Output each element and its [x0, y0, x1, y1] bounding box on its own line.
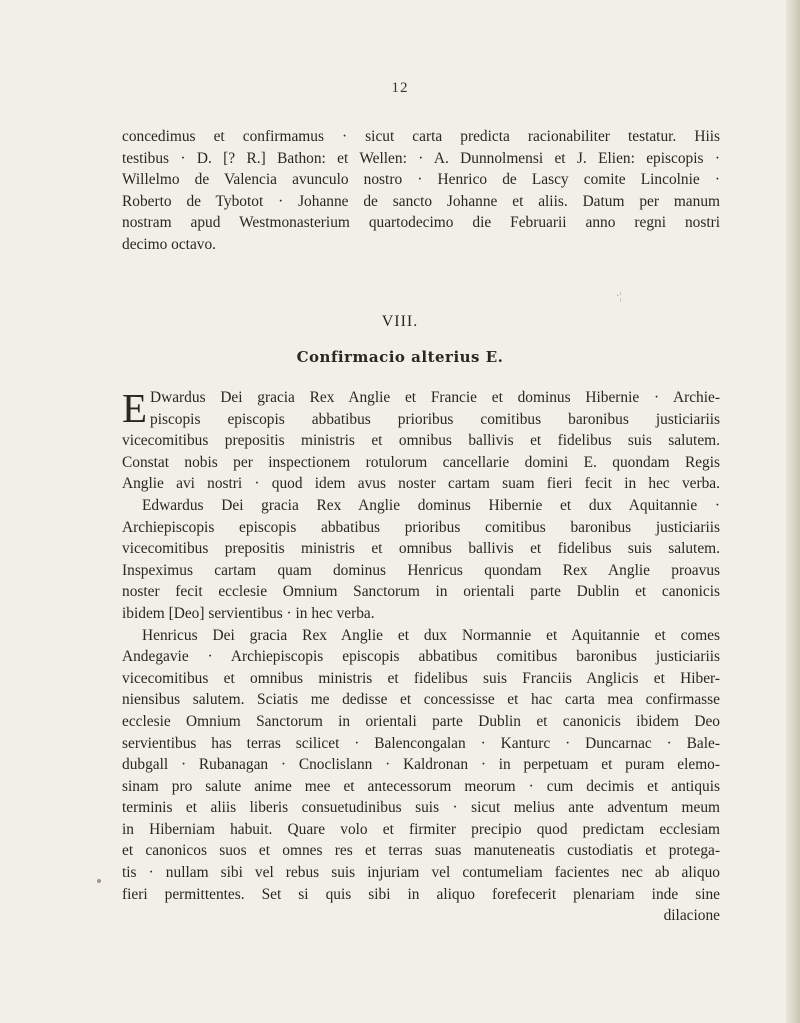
text-line: Roberto de Tybotot · Johanne de sancto Johanne et aliis. Datum per manum — [122, 192, 720, 210]
text-line: Archiepiscopis episcopis abbatibus prioribus comitibus baronibus justiciariis — [122, 518, 720, 536]
text-line: Henricus Dei gracia Rex Anglie et dux Normannie et Aquitannie et comes — [142, 626, 720, 644]
faint-mark: ·¦ — [616, 291, 622, 302]
margin-mark — [97, 879, 101, 883]
text-line: vicecomitibus prepositis ministris et omnibus ballivis et fidelibus suis salutem. — [122, 540, 720, 558]
text-line: in Hiberniam habuit. Quare volo et firmiter precipio quod predictam ecclesiam — [122, 820, 720, 838]
section-number: VIII. — [381, 313, 419, 330]
text-line: decimo octavo. — [122, 235, 217, 253]
text-line: piscopis episcopis abbatibus prioribus comitibus baronibus justiciariis — [150, 410, 720, 428]
text-line: dubgall · Rubanagan · Cnoclislann · Kaldronan · in perpetuam et puram elemo- — [122, 756, 720, 774]
drop-cap: E — [122, 385, 148, 431]
text-line: concedimus et confirmamus · sicut carta predicta racionabiliter testatur. Hiis — [122, 128, 720, 145]
text-line: Dwardus Dei gracia Rex Anglie et Francie et dominus Hibernie · Archie- — [150, 389, 720, 406]
section-title: Confirmacio alterius E. — [296, 348, 504, 366]
charter-first-lines — [122, 387, 720, 430]
text-line: tis · nullam sibi vel rebus suis injuriam vel contumeliam facientes nec ab aliquo — [122, 864, 720, 882]
charter-text — [122, 387, 720, 927]
text-line: Willelmo de Valencia avunculo nostro · Henrico de Lascy comite Lincolnie · — [122, 171, 720, 189]
text-line: sinam pro salute anime mee et antecessorum meorum · cum decimis et antiquis — [122, 777, 720, 795]
text-line: Inspeximus cartam quam dominus Henricus quondam Rex Anglie proavus — [122, 561, 720, 579]
text-line: Anglie avi nostri · quod idem avus noster cartam suam fieri fecit in hec verba. — [122, 475, 720, 493]
page-edge — [786, 0, 800, 1023]
text-line: ecclesie Omnium Sanctorum in orientali parte Dublin et canonicis ibidem Deo — [122, 712, 720, 730]
text-line: fieri permittentes. Set si quis sibi in aliquo forefecerit plenariam inde sine — [122, 885, 720, 903]
text-line: vicecomitibus et omnibus ministris et fidelibus suis Franciis Anglicis et Hiber- — [122, 669, 720, 687]
text-line: testibus · D. [? R.] Bathon: et Wellen: · A. Dunnolmensi et J. Elien: episcopis · — [122, 149, 720, 167]
text-line: nostram apud Westmonasterium quartodecimo die Februarii anno regni nostri — [122, 214, 720, 232]
catchword: dilacione — [663, 907, 720, 925]
text-line: Constat nobis per inspectionem rotulorum cancellarie domini E. quondam Regis — [122, 453, 720, 471]
text-line: vicecomitibus prepositis ministris et omnibus ballivis et fidelibus suis salutem. — [122, 432, 720, 450]
opening-paragraph — [122, 126, 720, 256]
text-line: Edwardus Dei gracia Rex Anglie dominus Hibernie et dux Aquitannie · — [142, 496, 720, 514]
text-line: terminis et aliis liberis consuetudinibus suis · sicut melius ante adventum meum — [122, 799, 720, 817]
text-line: et canonicos suos et omnes res et terras suas manuteneatis custodiatis et protega- — [122, 842, 720, 860]
text-line: noster fecit ecclesie Omnium Sanctorum in orientali parte Dublin et canonicis — [122, 583, 720, 601]
text-line: Andegavie · Archiepiscopis episcopis abbatibus comitibus baronibus justiciariis — [122, 648, 720, 666]
text-line: ibidem [Deo] servientibus · in hec verba. — [122, 604, 375, 622]
text-line: servientibus has terras scilicet · Balencongalan · Kanturc · Duncarnac · Bale- — [122, 734, 720, 752]
text-line: niensibus salutem. Sciatis me dedisse et concessisse et hac carta mea confirmasse — [122, 691, 720, 709]
page-number: 12 — [391, 80, 409, 96]
